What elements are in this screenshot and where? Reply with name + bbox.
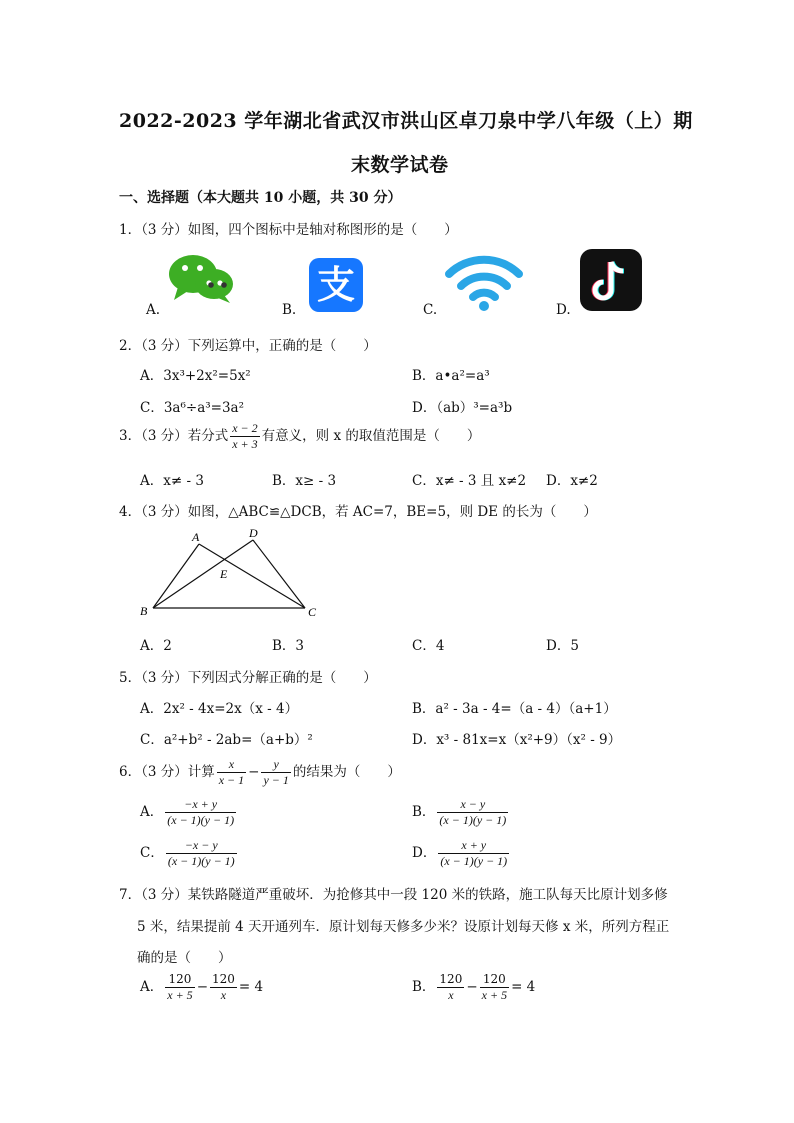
q1-option-b-label: B. <box>282 302 297 318</box>
wechat-icon <box>168 254 234 304</box>
point-e-label: E <box>220 567 228 581</box>
q7-b-minus: − <box>466 979 478 995</box>
q6-a-fraction <box>165 797 236 828</box>
q1-option-a-label: A. <box>146 302 161 318</box>
q7-b-fraction-1 <box>437 972 464 1003</box>
q6-fraction-1 <box>217 757 246 788</box>
q3-frac-den: x + 3 <box>232 437 258 451</box>
q7-b-label: B． <box>412 979 436 995</box>
q4-option-d: D．5 <box>546 638 579 654</box>
q4-stem: 4．（3 分）如图，△ABC≌△DCB，若 AC=7，BE=5，则 DE 的长为（ ） <box>119 504 597 520</box>
q2-option-c: C．3a⁶÷a³=3a² <box>140 400 245 416</box>
q7-a-fraction-1 <box>165 972 194 1003</box>
q1-option-c-label: C. <box>423 302 438 318</box>
q6-d-fraction <box>438 838 509 869</box>
q4-triangle-figure <box>135 526 325 622</box>
q6-b-den: (x − 1)(y − 1) <box>439 813 507 827</box>
q6-option-c <box>140 838 239 869</box>
q6-a-label: A． <box>140 804 164 820</box>
q6-option-a <box>140 797 238 828</box>
q3-option-d: D．x≠2 <box>546 473 598 489</box>
q6-option-b <box>412 797 510 828</box>
q6-minus: − <box>248 764 260 780</box>
q7-stem-line2: 5 米，结果提前 4 天开通列车．原计划每天修多少米？设原计划每天修 x 米，所列方程正 <box>137 919 670 935</box>
q6-c-label: C． <box>140 845 164 861</box>
q2-option-b: B．a•a²=a³ <box>412 368 490 384</box>
q4-option-b: B．3 <box>272 638 305 654</box>
q5-option-a: A．2x² - 4x=2x（x - 4） <box>140 701 299 717</box>
point-d-label: D <box>249 526 258 540</box>
q3-option-b: B．x≥ - 3 <box>272 473 337 489</box>
q6-c-fraction <box>166 838 237 869</box>
page-title-line2: 末数学试卷 <box>351 154 449 176</box>
q6-stem <box>119 757 401 788</box>
q3-option-a: A．x≠ - 3 <box>140 473 204 489</box>
q7-b-f2-num: 120 <box>480 972 509 988</box>
tiktok-icon <box>580 249 642 311</box>
q3-fraction <box>230 421 259 452</box>
q6-b-fraction <box>437 797 508 828</box>
q7-a-f2-num: 120 <box>212 972 235 986</box>
q6-f1-den: x − 1 <box>218 773 245 787</box>
q6-b-num: x − y <box>437 797 508 813</box>
q6-fraction-2 <box>261 757 290 788</box>
q6-b-label: B． <box>412 804 436 820</box>
q7-b-rhs: = 4 <box>511 979 536 995</box>
q6-stem-post: 的结果为（ ） <box>292 764 401 780</box>
q6-stem-pre: 6．（3 分）计算 <box>119 764 215 780</box>
q7-a-f1-num: 120 <box>165 972 194 988</box>
q7-stem-line1: 7．（3 分）某铁路隧道严重破坏．为抢修其中一段 120 米的铁路，施工队每天比原计划多修 <box>119 887 668 903</box>
q6-option-d <box>412 838 511 869</box>
q6-d-num: x + y <box>438 838 509 854</box>
q7-a-label: A． <box>140 979 164 995</box>
q7-a-fraction-2 <box>210 972 237 1003</box>
q7-b-f1-den: x <box>448 988 454 1002</box>
q7-a-f2-den: x <box>220 988 227 1002</box>
q3-stem-post: 有意义，则 x 的取值范围是（ ） <box>261 428 481 444</box>
q1-stem: 1．（3 分）如图，四个图标中是轴对称图形的是（ ） <box>119 222 458 238</box>
page-title-line1: 2022-2023 学年湖北省武汉市洪山区卓刀泉中学八年级（上）期 <box>119 110 693 132</box>
q6-d-label: D． <box>412 845 437 861</box>
q7-b-f2-den: x + 5 <box>481 988 508 1002</box>
q7-a-rhs: = 4 <box>238 979 264 995</box>
q6-f1-num: x <box>217 757 246 773</box>
q6-f2-den: y − 1 <box>263 773 289 787</box>
q7-option-a <box>140 972 263 1003</box>
q7-a-f1-den: x + 5 <box>167 988 193 1002</box>
alipay-icon <box>309 258 363 312</box>
wechat-dots-icon <box>206 280 232 290</box>
q6-a-den: (x − 1)(y − 1) <box>167 813 235 827</box>
q7-stem-line3: 确的是（ ） <box>137 950 232 966</box>
q6-c-num: −x − y <box>166 838 237 854</box>
q3-stem <box>119 421 480 452</box>
q2-option-d: D．（ab）³=a³b <box>412 400 513 416</box>
wifi-icon <box>445 254 523 312</box>
alipay-char: 支 <box>316 263 355 307</box>
q7-option-b <box>412 972 535 1003</box>
q5-option-c: C．a²+b² - 2ab=（a+b）² <box>140 732 313 748</box>
q2-option-a: A．3x³+2x²=5x² <box>140 368 251 384</box>
q6-f2-num: y <box>261 757 290 773</box>
q6-c-den: (x − 1)(y − 1) <box>167 854 235 868</box>
q7-b-f1-num: 120 <box>439 972 463 986</box>
point-c-label: C <box>308 605 317 619</box>
q1-option-d-label: D. <box>556 302 571 318</box>
q6-a-num: −x + y <box>165 797 236 813</box>
q5-option-b: B．a² - 3a - 4=（a - 4）（a+1） <box>412 701 617 717</box>
q5-stem: 5．（3 分）下列因式分解正确的是（ ） <box>119 670 377 686</box>
q3-stem-pre: 3．（3 分）若分式 <box>119 428 229 444</box>
section-heading: 一、选择题（本大题共 10 小题，共 30 分） <box>119 190 402 206</box>
q4-option-c: C．4 <box>412 638 445 654</box>
q2-stem: 2．（3 分）下列运算中，正确的是（ ） <box>119 338 377 354</box>
q7-a-minus: − <box>196 979 208 995</box>
q6-d-den: (x − 1)(y − 1) <box>440 854 508 868</box>
q5-option-d: D．x³ - 81x=x（x²+9）（x² - 9） <box>412 732 622 748</box>
q3-frac-num: x − 2 <box>232 421 258 435</box>
q7-b-fraction-2 <box>480 972 509 1003</box>
q4-option-a: A．2 <box>140 638 172 654</box>
q3-option-c: C．x≠ - 3 且 x≠2 <box>412 473 527 489</box>
point-b-label: B <box>140 604 148 618</box>
point-a-label: A <box>192 530 200 544</box>
